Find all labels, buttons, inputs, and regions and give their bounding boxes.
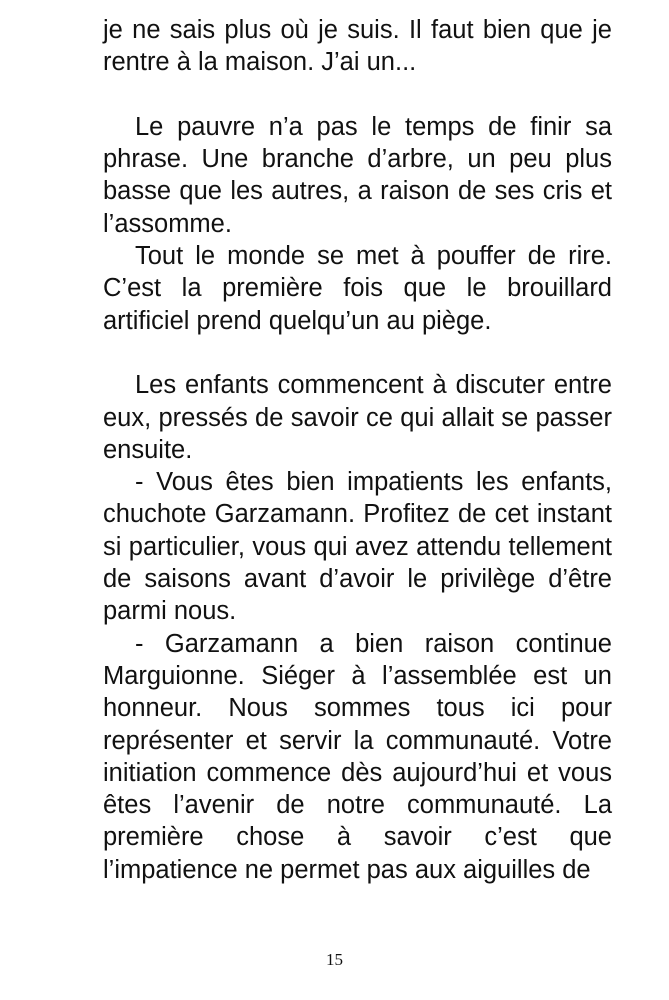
page-body	[103, 14, 612, 886]
paragraph: - Vous êtes bien impatients les enfants, chuchote Garzamann. Profitez de cet instant si particulier, vous qui avez attendu tellement de saisons avant d’avoir le privilège d’être parmi nous.	[103, 468, 612, 626]
paragraph: Le pauvre n’a pas le temps de finir sa phrase. Une branche d’arbre, un peu plus basse que les autres, a raison de ses cris et l’assomme.	[103, 112, 612, 238]
paragraph-gap	[103, 337, 612, 369]
paragraph: Les enfants commencent à discuter entre eux, pressés de savoir ce qui allait se passer ensuite.	[103, 371, 612, 464]
paragraph: - Garzamann a bien raison continue Marguionne. Siéger à l’assemblée est un honneur. Nous sommes tous ici pour représenter et servir la communauté. Votre initiation commence dès aujourd’hui et vous êtes l’avenir de notre communauté. La première chose à savoir c’est que l’impatience ne permet pas aux aiguilles de	[103, 629, 612, 884]
paragraph: je ne sais plus où je suis. Il faut bien que je rentre à la maison. J’ai un...	[103, 16, 612, 77]
paragraph-gap	[103, 79, 612, 111]
page-number: 15	[326, 950, 343, 969]
paragraph: Tout le monde se met à pouffer de rire. C’est la première fois que le brouillard artificiel prend quelqu’un au piège.	[103, 242, 612, 335]
